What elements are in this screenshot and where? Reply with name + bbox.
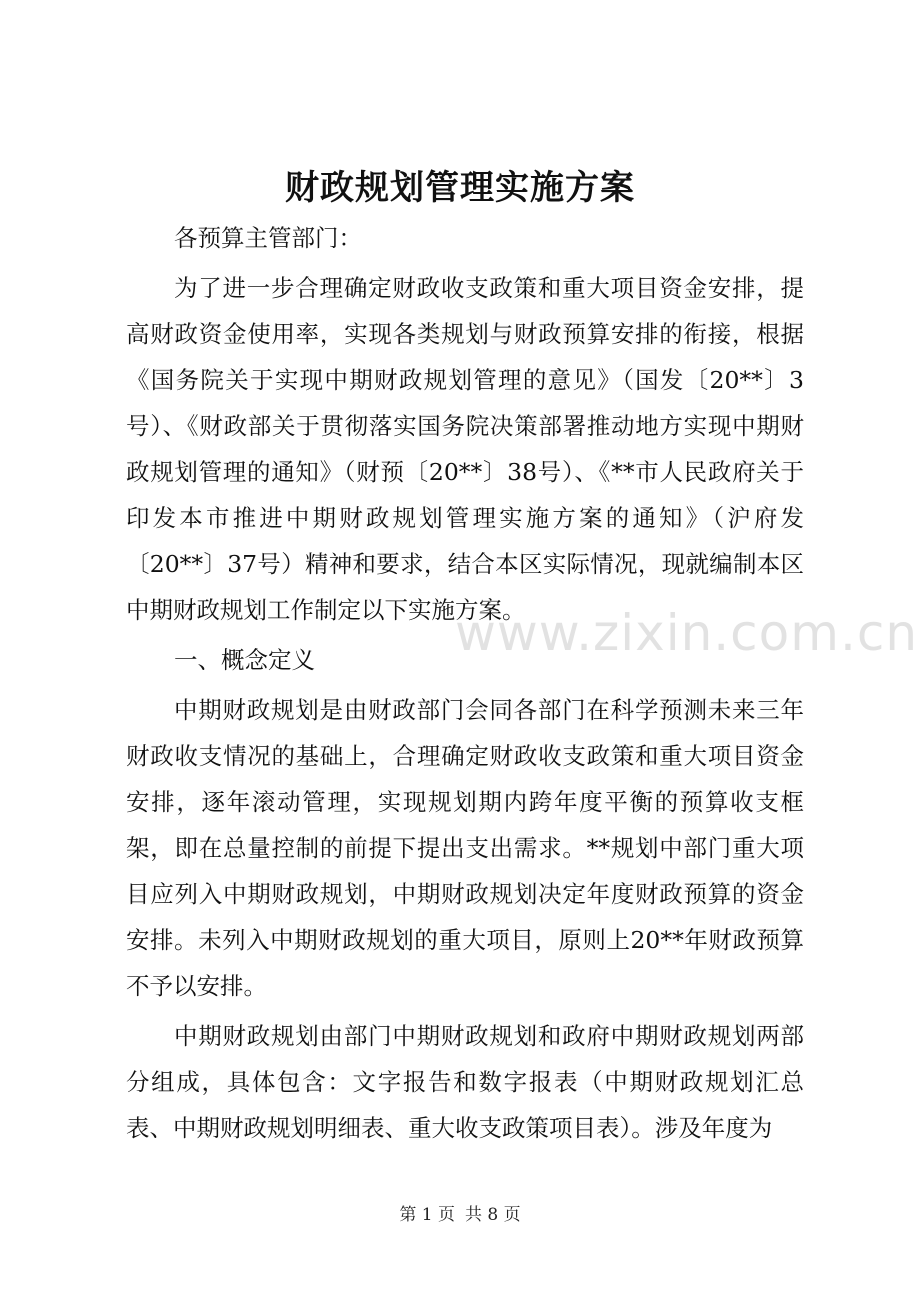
watermark-text: www.zixin.com.cn <box>455 604 919 662</box>
document-body <box>126 215 804 1151</box>
page-footer <box>0 1200 920 1225</box>
document-title: 财政规划管理实施方案 <box>285 168 635 208</box>
intro-paragraph: 为了进一步合理确定财政收支政策和重大项目资金安排，提高财政资金使用率，实现各类规划与财政预算安排的衔接，根据《国务院关于实现中期财政规划管理的意见》（国发〔20**〕3号）、《财政部关于贯彻落实国务院决策部署推动地方实现中期财政规划管理的通知》（财预〔20**〕38号）、《**市人民政府关于印发本市推进中期财政规划管理实施方案的通知》（沪府发〔20**〕37号）精神和要求，结合本区实际情况，现就编制本区中期财政规划工作制定以下实施方案。 <box>126 274 804 624</box>
page-total: 共 8 页 <box>465 1205 521 1225</box>
page-number: 第 1 页 <box>399 1205 455 1225</box>
salutation-paragraph: 各预算主管部门： <box>174 224 362 252</box>
composition-paragraph: 中期财政规划由部门中期财政规划和政府中期财政规划两部分组成，具体包含：文字报告和数字报表（中期财政规划汇总表、中期财政规划明细表、重大收支政策项目表）。涉及年度为 <box>126 1022 804 1142</box>
definition-paragraph: 中期财政规划是由财政部门会同各部门在科学预测未来三年财政收支情况的基础上，合理确定财政收支政策和重大项目资金安排，逐年滚动管理，实现规划期内跨年度平衡的预算收支框架，即在总量控制的前提下提出支出需求。**规划中部门重大项目应列入中期财政规划，中期财政规划决定年度财政预算的资金安排。未列入中期财政规划的重大项目，原则上20**年财政预算不予以安排。 <box>126 696 804 1000</box>
section-heading: 一、概念定义 <box>174 646 315 674</box>
